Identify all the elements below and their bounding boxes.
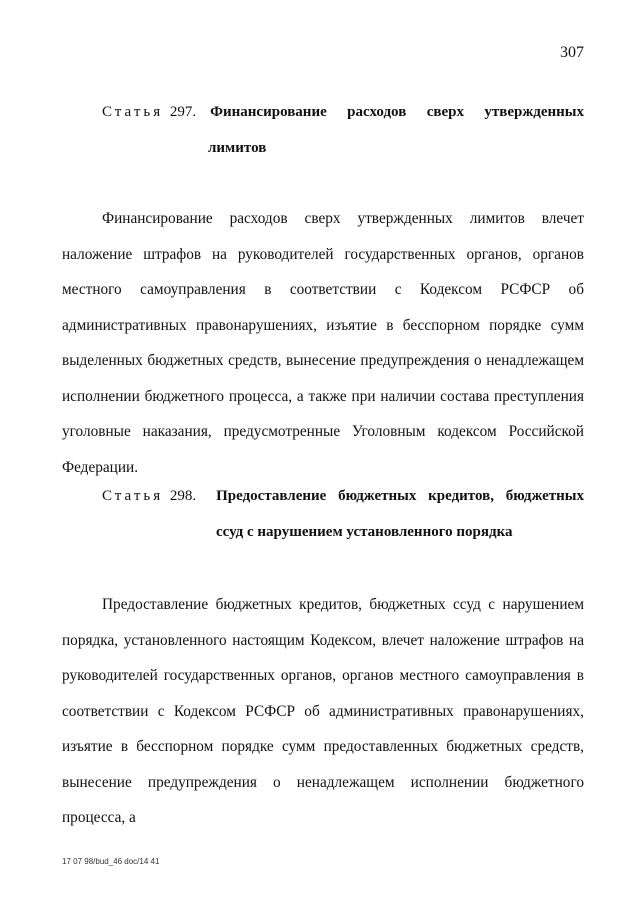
article-word: Статья [102, 488, 164, 504]
page-number: 307 [560, 44, 584, 61]
article-297-text: Финансирование расходов сверх утвержденных лимитов влечет наложение штрафов на руководителей государственных органов, органов местного самоуправления в соответствии с Кодексом РСФСР об административных правонарушениях, изъятие в бесспорном порядке сумм выделенных бюджетных средств, вынесение предупреждения о ненадлежащем исполнении бюджетного процесса, а также при наличии состава преступления уголовные наказания, предусмотренные Уголовным кодексом Российской Федерации. [62, 210, 584, 476]
article-298-text: Предоставление бюджетных кредитов, бюджетных ссуд с нарушением порядка, установленного настоящим Кодексом, влечет наложение штрафов на руководителей государственных органов, органов местного самоуправления в соответствии с Кодексом РСФСР об административных правонарушениях, изъятие в бесспорном порядке сумм предоставленных бюджетных средств, вынесение предупреждения о ненадлежащем исполнении бюджетного процесса, а [62, 596, 584, 826]
article-title-line1: Финансирование расходов сверх утвержденных [210, 104, 584, 120]
article-number: 297. [169, 104, 197, 120]
article-297-heading [102, 104, 584, 157]
article-298-heading [102, 488, 584, 541]
article-label [102, 104, 196, 121]
article-number: 298. [169, 488, 197, 504]
footer-file-reference: 17 07 98/bud_46 doc/14 41 [62, 857, 160, 866]
article-label [102, 488, 196, 505]
article-title-line1: Предоставление бюджетных кредитов, бюджетных [216, 488, 584, 504]
article-word: Статья [102, 104, 164, 120]
article-title-line2: лимитов [208, 140, 267, 156]
article-title-line2: ссуд с нарушением установленного порядка [216, 524, 513, 540]
